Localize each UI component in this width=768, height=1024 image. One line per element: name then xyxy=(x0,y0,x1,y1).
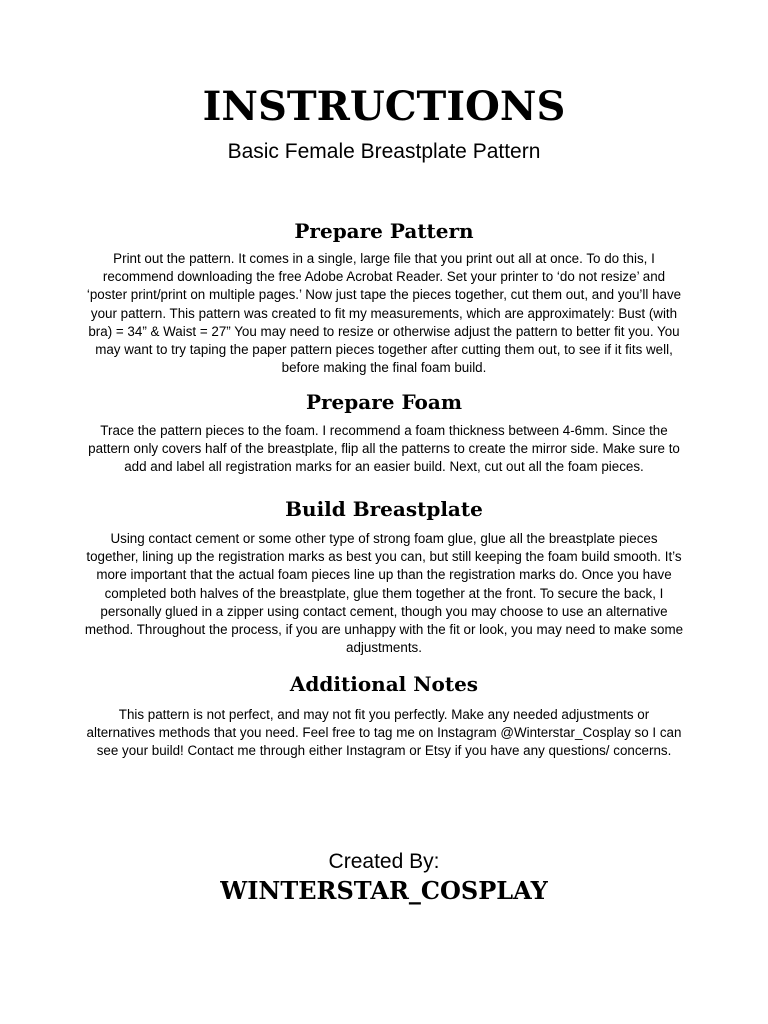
created-by-label: Created By: xyxy=(328,850,440,873)
section-body-prepare-foam: Trace the pattern pieces to the foam. I recommend a foam thickness between 4-6mm. Since the pattern only covers half of the breastplate, flip all the patterns to create the mirror side. Make sure to add and label all registration marks for an easier build. Next, cut out all the foam pieces. xyxy=(88,423,680,475)
section-body-additional-notes: This pattern is not perfect, and may not fit you perfectly. Make any needed adjustments or alternatives methods that you need. Feel free to tag me on Instagram @Winterstar_Cosplay so I can see your build! Contact me through either Instagram or Etsy if you have any questions/ concerns. xyxy=(86,707,682,759)
section-heading-additional-notes: Additional Notes xyxy=(289,672,479,696)
section-heading-build-breastplate: Build Breastplate xyxy=(285,497,483,521)
page-title: INSTRUCTIONS xyxy=(202,83,566,130)
section-heading-prepare-foam: Prepare Foam xyxy=(305,390,463,414)
section-body-prepare-pattern: Print out the pattern. It comes in a single, large file that you print out all at once. To do this, I recommend downloading the free Adobe Acrobat Reader. Set your printer to ‘do not resize’ and ‘poster print/print on multiple pages.’ Now just tape the pieces together, cut them out, and you’ll have your pattern. This pattern was created to fit my measurements, which are approximately: Bust (with bra) = 34” & Waist = 27” You may need to resize or otherwise adjust the pattern to better fit you. You may want to try taping the paper pattern pieces together after cutting them out, to see if it fits well, before making the final foam build. xyxy=(86,251,682,376)
section-heading-prepare-pattern: Prepare Pattern xyxy=(294,219,474,243)
creator-name: WINTERSTAR_COSPLAY xyxy=(220,876,548,905)
section-body-build-breastplate: Using contact cement or some other type of strong foam glue, glue all the breastplate pieces together, lining up the registration marks as best you can, but still keeping the foam build smooth. It’s more important that the actual foam pieces line up than the registration marks do. Once you have completed both halves of the breastplate, glue them together at the front. To secure the back, I personally glued in a zipper using contact cement, though you may choose to use an alternative method. Throughout the process, if you are unhappy with the fit or look, you may need to make some adjustments. xyxy=(84,531,684,656)
page-subtitle: Basic Female Breastplate Pattern xyxy=(227,140,541,163)
